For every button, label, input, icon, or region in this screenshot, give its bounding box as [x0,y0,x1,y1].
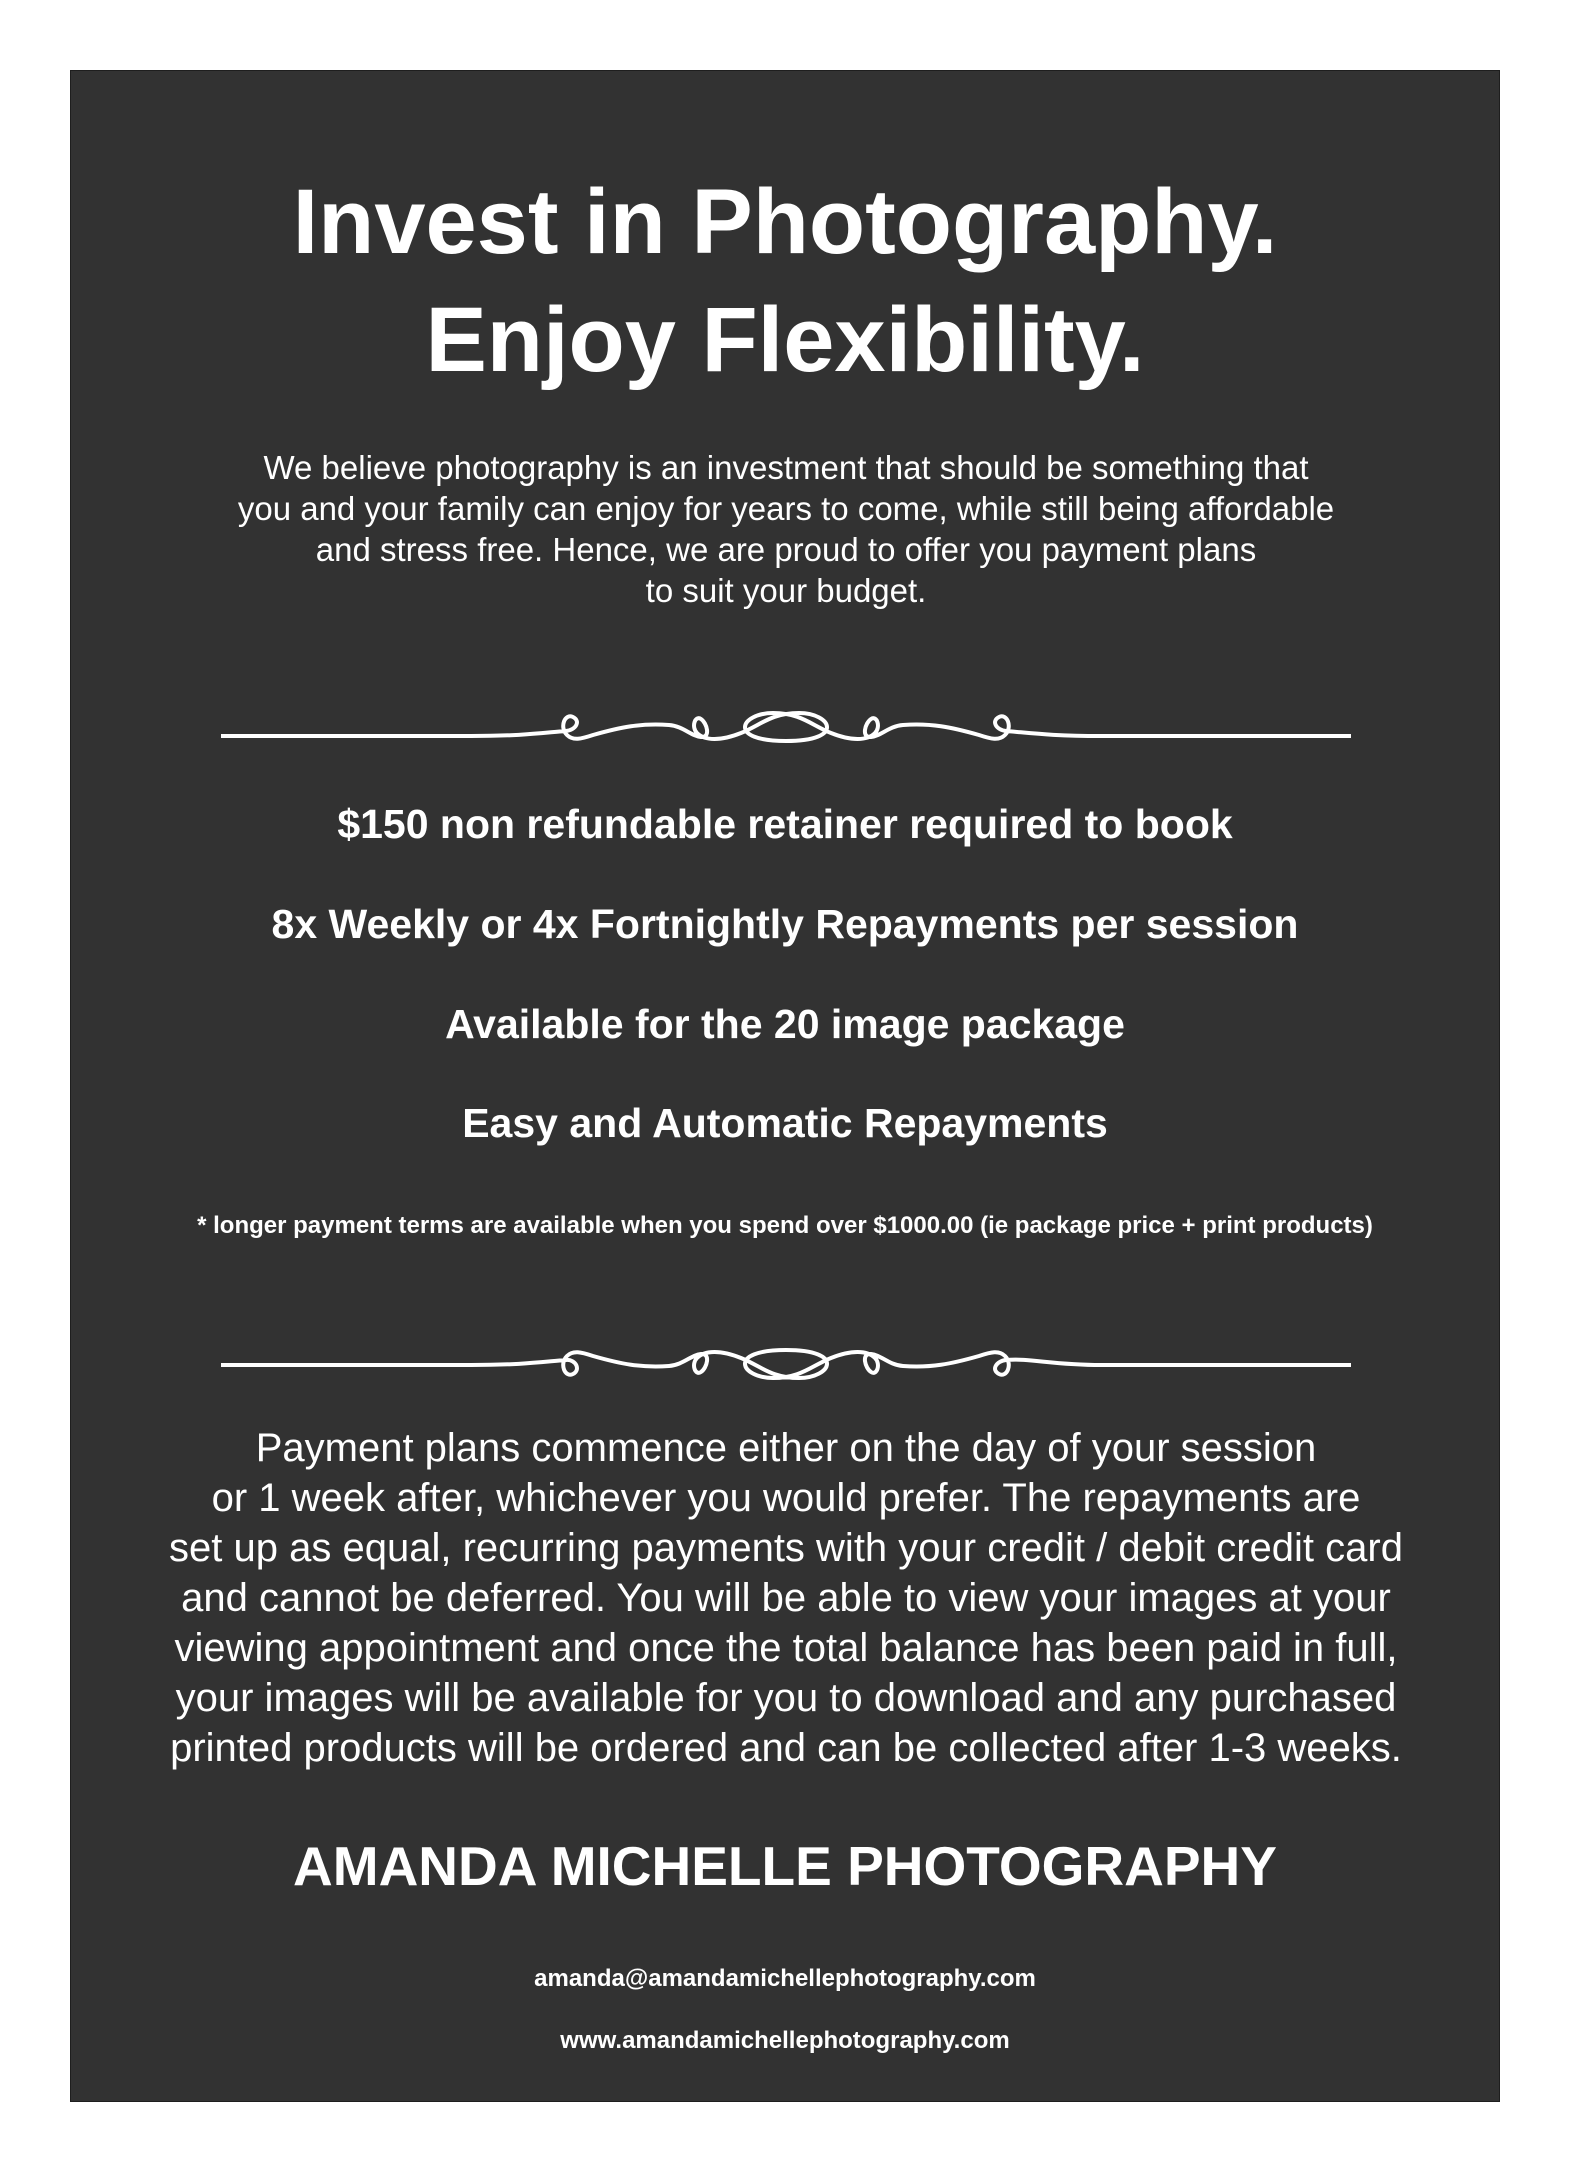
flyer-panel [70,70,1500,2102]
title-line-1: Invest in Photography. [292,171,1278,273]
details-line-1: Payment plans commence either on the day of your session [255,1426,1317,1470]
details-line-6: your images will be available for you to download and any purchased [175,1676,1397,1720]
intro-line-4: to suit your budget. [645,572,927,609]
flyer-title [71,163,1499,399]
details-line-2: or 1 week after, whichever you would prefer. The repayments are [211,1476,1361,1520]
title-line-2: Enjoy Flexibility. [425,289,1145,391]
flourish-divider-icon [221,701,1351,771]
intro-line-1: We believe photography is an investment that should be something that [263,449,1309,486]
footnote: * longer payment terms are available when you spend over $1000.00 (ie package price + print products) [197,1212,1373,1239]
details-line-7: printed products will be ordered and can be collected after 1-3 weeks. [170,1726,1402,1770]
feature-retainer: $150 non refundable retainer required to book [337,801,1233,847]
flourish-divider-icon [221,1330,1351,1400]
feature-repayments: 8x Weekly or 4x Fortnightly Repayments per session [271,901,1299,947]
brand-name: AMANDA MICHELLE PHOTOGRAPHY [293,1835,1277,1897]
details-line-3: set up as equal, recurring payments with your credit / debit credit card [169,1526,1403,1570]
contact-email: amanda@amandamichellephotography.com [534,1965,1036,1992]
details-line-5: viewing appointment and once the total balance has been paid in full, [174,1626,1398,1670]
details-line-4: and cannot be deferred. You will be able to view your images at your [181,1576,1391,1620]
feature-package: Available for the 20 image package [445,1001,1125,1047]
intro-line-3: and stress free. Hence, we are proud to offer you payment plans [315,531,1257,568]
intro-line-2: you and your family can enjoy for years to come, while still being affordable [237,490,1335,527]
feature-automatic: Easy and Automatic Repayments [462,1100,1108,1146]
payment-details [111,1423,1461,1773]
intro-paragraph [171,447,1401,611]
contact-website: www.amandamichellephotography.com [560,2027,1010,2054]
